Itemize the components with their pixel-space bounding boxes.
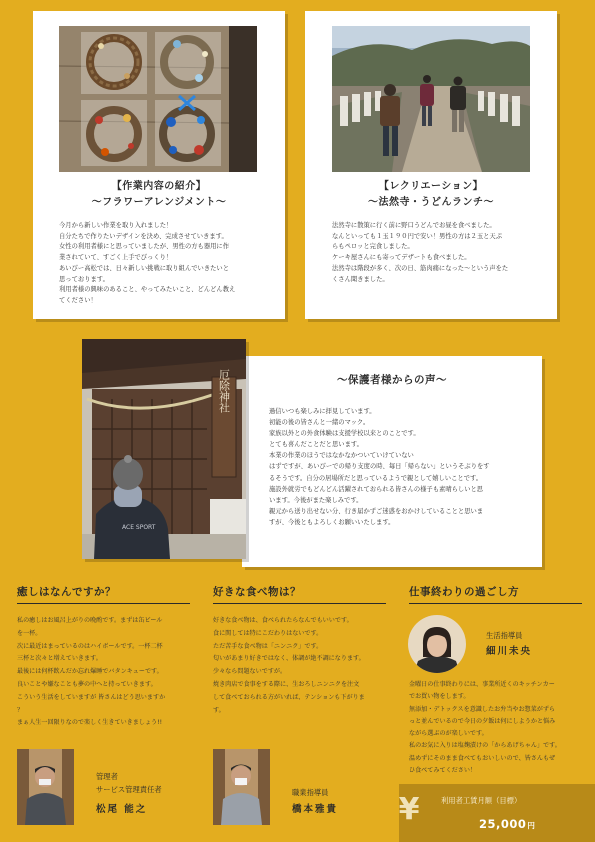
name-hosokawa: 細川未央 [486,646,533,657]
body-line: 私のお気に入りは塩麹漬けの「からあげちゃん」です。 [409,742,561,750]
body-line: 本業の作業のほうではなかなかついていけていない [269,452,414,460]
wage-panel [399,784,595,842]
card-subtitle-1: ～フラワーアレンジメント～ [91,197,227,208]
avatar-matsuo [17,749,74,825]
wage-label: 利用者工賃月額（目標） [441,796,522,805]
body-line: すが、今後ともよろしくお願いいたします。 [269,518,395,526]
avatar-hashimoto [213,749,270,825]
shrine-sign-text: 厄除神社 [217,369,231,413]
heading-food: 好きな食べ物は？ [213,586,301,598]
card-subtitle-2: ～法然寺・うどんランチ～ [368,197,494,208]
body-line: こういう生活をしていますが 皆さんはどう思いますか [17,693,166,701]
wage-amount: 25,000 [479,817,527,831]
wage-amount-wrap [479,813,535,832]
body-line: 女性の利用者様にと思っていましたが、男性の方も器用に作 [59,243,230,251]
body-line: 過信いつも楽しみに拝見しています。 [269,408,376,415]
body-line: 最後には何杯飲んだか忘れ爆睡でバタンキューです。 [17,668,163,676]
flower-arrangement-card [33,11,285,319]
body-line: るそうです。自分の居場所だと思っているようで親として嬉しいことです。 [269,474,483,482]
heading-after-work: 仕事終わりの過ごし方 [409,586,519,598]
body-line: なんといっても１玉１９０円で安い！男性の方は２玉と天ぷ [332,232,503,240]
role-matsuo-1: 管理者 [96,772,118,781]
card-title-1: 【作業内容の紹介】 [111,181,207,192]
body-line: 親元から送り出せない分、行き届かずご迷惑をおかけしていることと思いま [269,507,484,515]
body-line: ？ [17,706,24,714]
body-line: はずですが、あいびーでの帰り支度の時、毎日「帰らない」というそぶりをす [269,463,490,471]
shrine-photo [82,339,246,559]
temple-walk-photo [332,26,530,172]
body-line: ながら選ぶのが楽しいです。 [409,730,488,738]
body-line: 業されていて、すごく上手でびっくり！ [59,254,173,262]
yen-icon: ¥ [398,792,420,827]
body-line: 施設外就労でもどんどん活躍されておられる皆さんの様子も素晴らしいと思 [269,485,484,493]
guardian-body [269,406,537,528]
body-line: 良いことや嫌なことも夢の中へと持っていきます。 [17,680,157,688]
recreation-card [305,11,557,319]
wage-unit: 円 [527,821,535,830]
body-line: 好きな食べ物は、食べられたらなんでもいいです。 [213,617,353,624]
body-line: います。今後がまた楽しみです。 [269,496,363,504]
body-line: 初能の後の皆さんと一緒のマック。 [269,419,370,427]
body-line: くさん聞きました。 [332,275,389,283]
body-line: 思っております。 [59,275,109,283]
body-line: あいびー高松では、日々新しい挑戦に取り組んでいきたいと [59,264,230,272]
col2-body [213,615,395,717]
guardian-title: ～保護者様からの声～ [337,374,447,386]
body-line: てください！ [59,296,97,304]
role-hosokawa: 生活指導員 [486,631,523,640]
body-line: す。 [213,706,225,714]
body-line: 食に関しては特にこだわりはないです。 [213,629,323,637]
body-line: っと並んでいるので今日の夕飯は何にしようかと悩み [409,717,556,725]
guardian-voice-card [242,356,542,567]
col1-body [17,615,197,730]
heading-underline [409,603,582,604]
body-line: とても喜んだことだと思います。 [269,441,363,449]
card-body-2 [332,221,546,285]
body-line: 法然寺に散策に行く前に野口うどんでお昼を食べました。 [332,222,496,229]
card-body-1 [59,221,271,307]
body-line: ケーキ屋さんにも寄ってデザートも食べました。 [332,254,471,262]
body-line: 私の癒しはお風呂上がりの晩酌です。まずは缶ビール [17,617,163,624]
body-line: 無添加・デトックスを意識したお弁当やお惣菜がずら [409,705,556,713]
body-line: 家族以外との外食体験は支援学校以来とのことです。 [269,430,420,438]
body-line: 焼き肉店で食事をする際に、生おろしニンニクを注文 [213,680,360,688]
name-hashimoto: 橋本雅貴 [292,804,339,815]
body-line: 法然寺は階段が多く、次の日、筋肉痛になった～という声をた [332,264,509,272]
card-title-2: 【レクリエーション】 [378,181,484,192]
body-line: まぁ人生一回限りなので楽しく生きていきましょう!! [17,719,163,727]
body-line: ひ食べてみてください！ [409,767,477,775]
wreath-photo [59,26,257,172]
avatar-hosokawa [408,615,466,673]
name-matsuo: 松尾 能之 [96,804,148,815]
body-line: らもペロッと完食しました。 [332,243,414,251]
body-line: 金曜日の仕事終わりには、事業所近くのキッチンカー [409,681,555,688]
body-line: 次に最近はまっているのはハイボールです。一杯二杯 [17,642,163,650]
body-line: 利用者様の興味のあること、やってみたいこと、どんどん教え [59,286,236,294]
body-line: を一杯。 [17,629,42,637]
body-line: 今月から新しい作業を取り入れました！ [59,222,173,229]
role-hashimoto: 職業指導員 [292,788,329,797]
body-line: 温めずにそのまま食べてもおいしいので、皆さんもぜ [409,754,556,762]
body-line: ただ苦手な食べ物は「ニンニク」です。 [213,642,323,650]
body-line: 三杯と次々と増えていきます。 [17,655,102,663]
body-line: 匂いがあまり好きではなく、体調が絶不調になります。 [213,655,365,663]
body-line: して食べておられる方がいれば、テンションも下がりま [213,693,365,701]
heading-underline [17,603,190,604]
heading-underline [213,603,386,604]
body-line: 少々なら問題ないですが。 [213,668,287,676]
col3-body [409,679,591,777]
body-line: でお買い物をします。 [409,693,470,701]
heading-iyashi: 癒しはなんですか？ [17,586,116,598]
body-line: 自分たちで作りたいデザインを決め、完成させていきます。 [59,232,228,240]
role-matsuo-2: サービス管理責任者 [96,785,162,794]
svg-text:ACE SPORT: ACE SPORT [122,524,156,531]
